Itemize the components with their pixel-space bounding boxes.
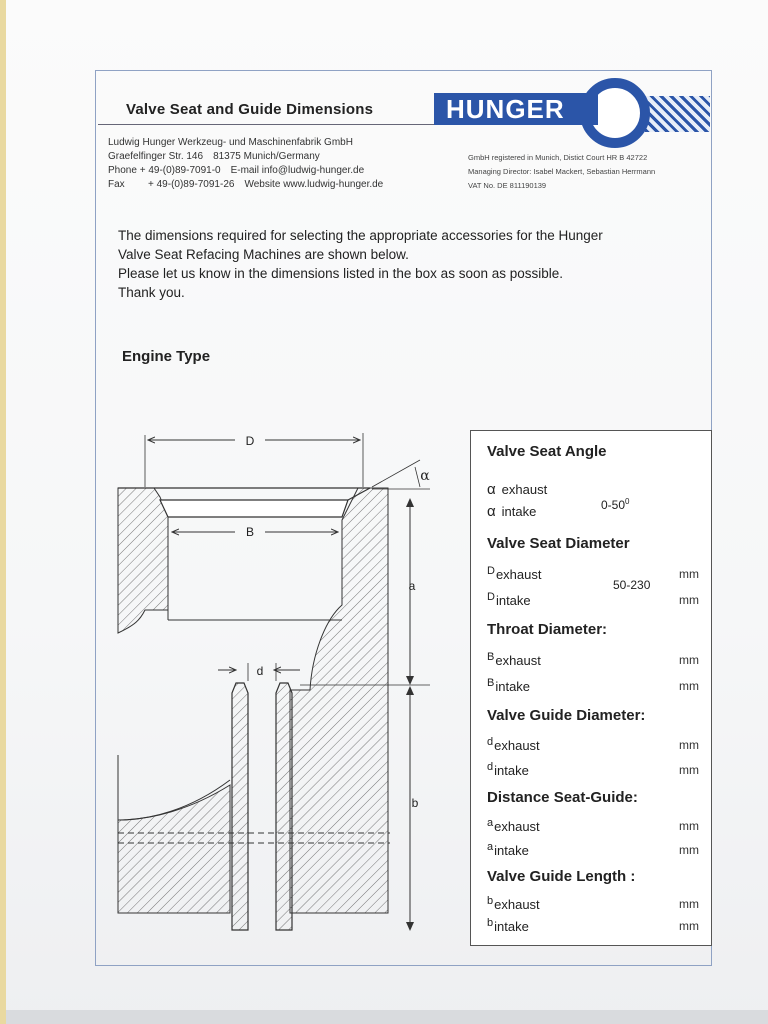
intro-line-2: Valve Seat Refacing Machines are shown below.	[118, 247, 409, 262]
phone-label: Phone	[108, 165, 137, 176]
throat-diameter-heading: Throat Diameter:	[487, 621, 608, 638]
seat-angle-intake: α intake	[487, 503, 537, 520]
guide-length-intake: $^b$intake	[487, 917, 529, 934]
throat-diameter-exhaust: $^B$exhaust	[487, 651, 541, 668]
seat-angle-range: $0-50^0$	[601, 497, 630, 512]
seat-diameter-exhaust-unit: mm	[679, 567, 699, 581]
title-underline	[98, 124, 438, 125]
email-label: E-mail	[230, 165, 259, 176]
label-alpha: α	[420, 468, 430, 484]
company-address	[108, 136, 383, 192]
seat-diameter-range: 50-230	[613, 578, 651, 592]
throat-diameter-intake-unit: mm	[679, 679, 699, 693]
intro-text	[118, 226, 678, 302]
label-b: b	[411, 796, 419, 810]
seat-guide-exhaust-unit: mm	[679, 819, 699, 833]
seat-diameter-heading: Valve Seat Diameter	[487, 535, 630, 552]
seat-angle-heading: Valve Seat Angle	[487, 443, 607, 460]
guide-diameter-exhaust-unit: mm	[679, 738, 699, 752]
dimension-a	[406, 498, 416, 685]
engine-type-label: Engine Type	[122, 348, 211, 365]
cylinder-head-section	[118, 488, 388, 913]
legal-vat: VAT No. DE 811190139	[468, 181, 547, 190]
throat-diameter-exhaust-unit: mm	[679, 653, 699, 667]
seat-guide-intake-unit: mm	[679, 843, 699, 857]
seat-guide-exhaust: $^a$exhaust	[487, 817, 540, 834]
page-bottom-shadow	[6, 1010, 768, 1024]
guide-diameter-heading: Valve Guide Diameter:	[487, 707, 646, 724]
website-label: Website	[244, 179, 281, 190]
legal-directors: Managing Director: Isabel Mackert, Sebastian Herrmann	[468, 167, 656, 176]
guide-length-intake-unit: mm	[679, 919, 699, 933]
company-street: Graefelfinger Str. 146	[108, 151, 204, 162]
website-link[interactable]: www.ludwig-hunger.de	[283, 179, 384, 190]
intro-line-4: Thank you.	[118, 285, 185, 300]
company-name: Ludwig Hunger Werkzeug- und Maschinenfabrik GmbH	[108, 137, 353, 148]
throat-diameter-intake: $^B$intake	[487, 677, 531, 694]
seat-guide-intake: $^a$intake	[487, 841, 529, 858]
guide-length-exhaust: $^b$exhaust	[487, 895, 540, 912]
hunger-logo: HUNGER	[434, 93, 598, 125]
phone-number: + 49-(0)89-7091-0	[139, 165, 221, 176]
seat-angle-exhaust: α exhaust	[487, 481, 548, 498]
guide-diameter-intake-unit: mm	[679, 763, 699, 777]
seat-guide-heading: Distance Seat-Guide:	[487, 789, 638, 806]
seat-diameter-exhaust: $^D$exhaust	[487, 565, 542, 582]
dimension-d	[218, 663, 300, 681]
guide-length-heading: Valve Guide Length :	[487, 868, 636, 885]
fax-number: + 49-(0)89-7091-26	[148, 179, 235, 190]
intro-line-3: Please let us know in the dimensions listed in the box as soon as possible.	[118, 266, 564, 281]
dimension-B	[172, 525, 338, 539]
dimension-alpha	[372, 460, 430, 489]
intro-line-1: The dimensions required for selecting the appropriate accessories for the Hunger	[118, 228, 603, 243]
guide-diameter-exhaust: $^d$exhaust	[487, 736, 540, 753]
dimension-D	[145, 433, 363, 487]
company-city: 81375 Munich/Germany	[213, 151, 320, 162]
valve-seat-diagram	[110, 425, 430, 945]
label-B: B	[245, 525, 255, 539]
email-address[interactable]: info@ludwig-hunger.de	[261, 165, 365, 176]
guide-diameter-intake: $^d$intake	[487, 761, 529, 778]
seat-diameter-intake: $^D$intake	[487, 591, 531, 608]
legal-info	[468, 151, 655, 193]
label-a: a	[408, 579, 416, 593]
dimensions-box	[470, 430, 712, 946]
fax-label: Fax	[108, 179, 125, 190]
seat-diameter-intake-unit: mm	[679, 593, 699, 607]
valve-guide	[232, 683, 292, 930]
document-title: Valve Seat and Guide Dimensions	[126, 101, 374, 118]
guide-length-exhaust-unit: mm	[679, 897, 699, 911]
label-D: D	[245, 434, 255, 448]
legal-registration: GmbH registered in Munich, Distict Court HR B 42722	[468, 153, 648, 162]
label-d: d	[256, 664, 264, 678]
